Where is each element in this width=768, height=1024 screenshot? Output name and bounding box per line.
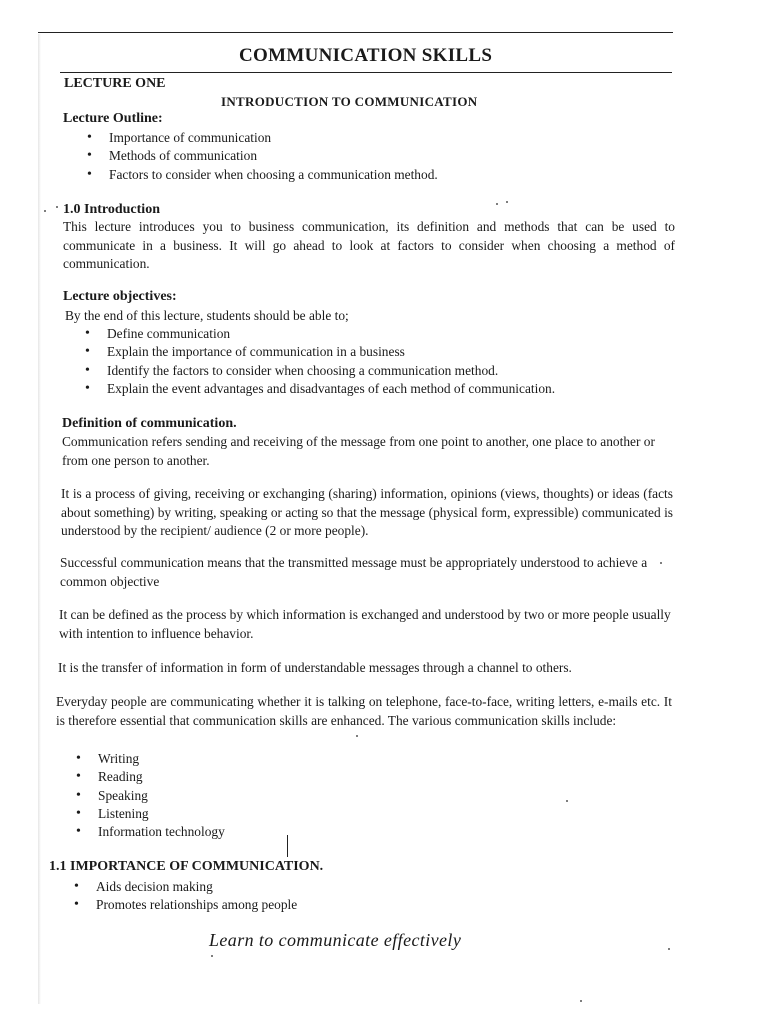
scan-mark [287,835,288,857]
introduction-paragraph: This lecture introduces you to business communication, its definition and methods that can be used to communicate in a business. It will go ahead to look at factors to consider when choosing a method of communication. [63,219,675,271]
definition-paragraph: It is the transfer of information in form of understandable messages through a channel to others. [58,660,572,675]
objective-item: • Explain the importance of communication in a business [85,343,555,361]
skill-item: • Information technology [76,823,225,841]
header-rule [38,32,673,33]
importance-item: • Promotes relationships among people [74,896,297,914]
objective-item: • Explain the event advantages and disadvantages of each method of communication. [85,380,555,398]
definition-paragraph: Successful communication means that the transmitted message must be appropriately understood to achieve a common objective [60,555,648,589]
scan-speck [44,210,46,212]
scan-speck [211,955,213,957]
skills-list [76,750,225,841]
definition-paragraph: Communication refers sending and receiving of the message from one point to another, one place to another or from one person to another. [62,434,655,468]
outline-item: • Factors to consider when choosing a communication method. [87,166,438,184]
objectives-heading: Lecture objectives: [63,289,177,304]
skill-item: • Writing [76,750,225,768]
scan-speck [496,203,498,205]
scan-speck [660,562,662,564]
outline-item: • Importance of communication [87,129,438,147]
definition-paragraph: Everyday people are communicating whether it is talking on telephone, face-to-face, writing letters, e-mails etc. It is therefore essential that communication skills are enhanced. The various communication skills include: [56,694,672,728]
skill-item: • Listening [76,805,225,823]
scan-speck [506,201,508,203]
skill-item: • Reading [76,768,225,786]
title-underline [60,72,672,73]
outline-list [87,129,438,184]
scan-speck [668,948,670,950]
objective-item: • Identify the factors to consider when choosing a communication method. [85,362,555,380]
importance-list [74,878,297,915]
importance-heading: 1.1 IMPORTANCE OF COMMUNICATION. [49,859,324,874]
footer-tagline: Learn to communicate effectively [209,930,462,950]
definition-paragraph: It is a process of giving, receiving or exchanging (sharing) information, opinions (views, thoughts) or ideas (facts about something) by writing, speaking or acting so that the message (physical form, expressible) communicated is understood by the recipient/ audience (2 or more people). [61,486,673,538]
document-title: COMMUNICATION SKILLS [239,45,493,66]
scan-speck [566,800,568,802]
outline-heading: Lecture Outline: [63,111,163,126]
scan-speck [56,206,58,208]
scan-speck [356,735,358,737]
lecture-subtitle: INTRODUCTION TO COMMUNICATION [221,94,478,109]
scan-speck [580,1000,582,1002]
objectives-intro: By the end of this lecture, students should be able to; [65,308,349,323]
definition-paragraph: It can be defined as the process by which information is exchanged and understood by two or more people usually with intention to influence behavior. [59,607,671,641]
scan-edge-shadow [38,34,41,1004]
skill-item: • Speaking [76,787,225,805]
definition-heading: Definition of communication. [62,416,237,431]
introduction-heading: 1.0 Introduction [63,202,160,217]
objectives-list [85,325,555,398]
outline-item: • Methods of communication [87,147,438,165]
objective-item: • Define communication [85,325,555,343]
importance-item: • Aids decision making [74,878,297,896]
lecture-label: LECTURE ONE [64,76,166,91]
